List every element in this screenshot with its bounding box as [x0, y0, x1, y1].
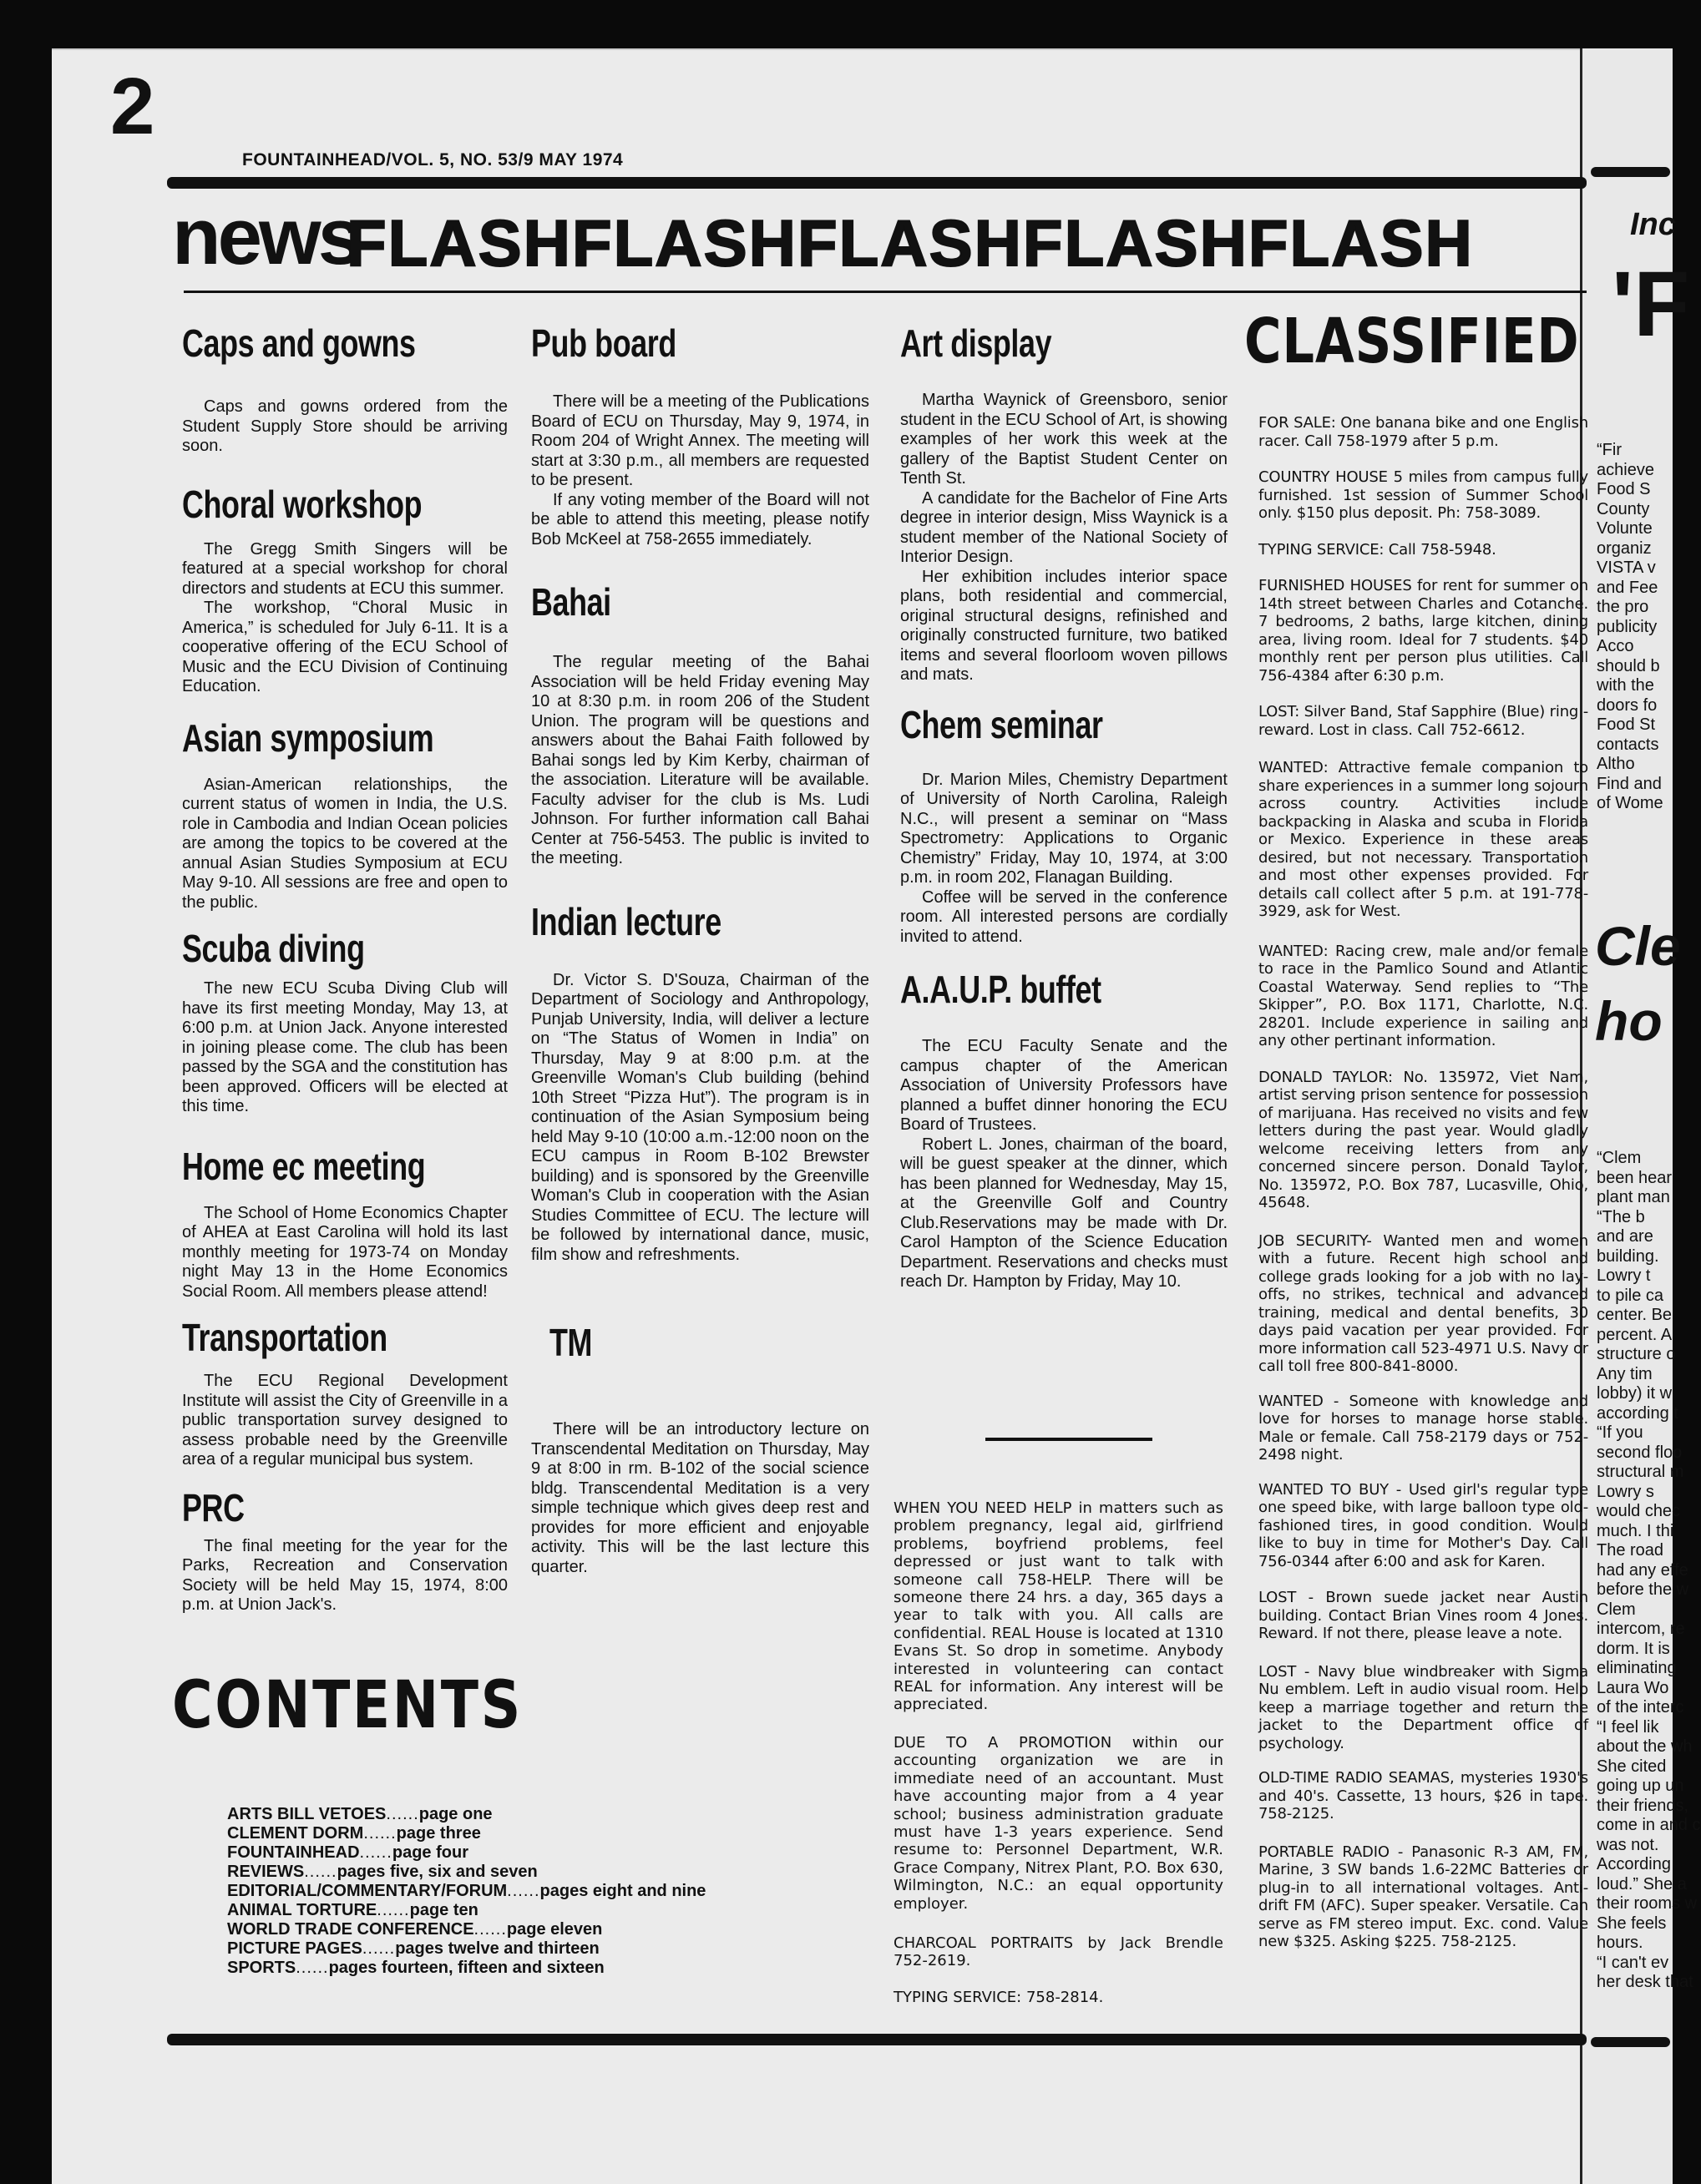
next-page-line: with the: [1597, 676, 1654, 695]
next-page-text-top: [1597, 441, 1663, 814]
article-choral-workshop-p1: The Gregg Smith Singers will be featured at a special workshop for choral directors and students at ECU this summer.: [182, 539, 508, 598]
classified-ad: LOST - Brown suede jacket near Austin building. Contact Brian Vines room 4 Jones. Reward. If not there, please leave a note.: [1258, 1589, 1588, 1642]
next-page-line: Acco: [1597, 637, 1634, 655]
contents-item-page: pages eight and nine: [539, 1882, 706, 1900]
headline-asian-symposium: Asian symposium: [182, 715, 434, 760]
article-choral-workshop-p2: The workshop, “Choral Music in America,” is scheduled for July 6-11. It is a cooperative offering of the ECU School of Music and the ECU Division of Continuing Education.: [182, 599, 508, 695]
next-page-line: should b: [1597, 656, 1660, 675]
contents-item: [227, 1824, 706, 1843]
next-page-line: according t: [1597, 1403, 1678, 1423]
contents-item-leader: ......: [386, 1805, 419, 1823]
contents-item: [227, 1939, 706, 1959]
next-page-line: organiz: [1597, 538, 1652, 558]
news-column-2: [531, 321, 869, 1577]
next-page-line: loud.” She a: [1597, 1874, 1687, 1893]
masthead-flash: FLASHFLASHFLASHFLASHFLASH: [347, 206, 1474, 280]
next-page-line: intercom, re: [1597, 1620, 1685, 1638]
section-divider: [985, 1438, 1152, 1441]
next-page-line: According: [1597, 1855, 1671, 1873]
contents-item-name: CLEMENT DORM: [227, 1824, 364, 1843]
classified-column: [1258, 396, 1588, 2032]
next-page-line: structure o: [1597, 1345, 1676, 1363]
folio-line: FOUNTAINHEAD/VOL. 5, NO. 53/9 MAY 1974: [242, 150, 624, 169]
next-page-line: Volunte: [1597, 519, 1653, 538]
next-page-line: She cited: [1597, 1757, 1667, 1776]
contents-item-page: page four: [392, 1843, 468, 1862]
next-page-line: and are: [1597, 1227, 1653, 1246]
next-page-rule-top: [1591, 167, 1670, 177]
headline-scuba-diving: Scuba diving: [182, 927, 365, 970]
next-page-line: and Fee: [1597, 578, 1658, 597]
next-page-line: lobby) it w: [1597, 1384, 1673, 1403]
contents-item: [227, 1805, 706, 1824]
contents-item-name: REVIEWS: [227, 1863, 305, 1881]
contents-item-leader: ......: [473, 1920, 507, 1939]
article-aaup-buffet-p1: The ECU Faculty Senate and the campus chapter of the American Association of University Professors have planned a buffet dinner honoring the ECU Board of Trustees.: [900, 1037, 1228, 1134]
next-page-line: “Clem: [1597, 1149, 1642, 1167]
contents-item-page: page one: [418, 1805, 493, 1823]
news-column-1: [182, 321, 508, 1615]
next-page-line: She feels: [1597, 1914, 1667, 1933]
next-page-line: come in and c: [1597, 1816, 1701, 1834]
contents-item: [227, 1920, 706, 1939]
notice-typing-service: TYPING SERVICE: 758-2814.: [894, 1988, 1104, 2006]
notice-when-you-need-help: WHEN YOU NEED HELP in matters such as problem pregnancy, legal aid, girlfriend problems, boyfriend problems, feel depressed or just want to talk with someone call 758-HELP. There will be someone there 24 hrs. a day, 365 days a year to talk with you. All calls are confidential. REAL House is located at 1310 Evans St. So drop in sometime. Anybody interested in volunteering can contact REAL for information. Any interest will be appreciated.: [894, 1499, 1223, 1714]
next-page-line: Altho: [1597, 755, 1635, 773]
headline-transportation: Transportation: [182, 1316, 387, 1359]
article-asian-symposium: Asian-American relationships, the current status of women in India, the U.S. role in Cambodia and Indian Ocean policies are among the topics to be covered at the annual Asian Studies Symposium at ECU May 9-10. All sessions are free and open to the public.: [182, 775, 508, 912]
next-page-line: County: [1597, 499, 1650, 518]
classified-ad: LOST - Navy blue windbreaker with Sigma Nu emblem. Left in audio visual room. Help keep a marriage together and return the jacket to the Department office of psychology.: [1258, 1662, 1588, 1752]
article-prc: The final meeting for the year for the Parks, Recreation and Conservation Society will be held May 15, 1974, 8:00 p.m. at Union Jack's.: [182, 1536, 508, 1614]
next-page-line: her desk that: [1597, 1973, 1693, 1991]
contents-item: [227, 1882, 706, 1901]
next-page-line: “Fir: [1597, 441, 1622, 459]
next-page-line: of Wome: [1597, 794, 1663, 812]
headline-prc: PRC: [182, 1485, 245, 1529]
contents-item-page: page eleven: [506, 1920, 603, 1939]
next-page-line: Any tim: [1597, 1364, 1653, 1383]
next-page-line: hours.: [1597, 1934, 1643, 1952]
next-page-line: was not.: [1597, 1835, 1659, 1854]
contents-item-name: PICTURE PAGES: [227, 1939, 362, 1958]
classified-ad: LOST: Silver Band, Staf Sapphire (Blue) ring - reward. Lost in class. Call 752-6612.: [1258, 703, 1588, 739]
headline-caps-and-gowns: Caps and gowns: [182, 321, 416, 365]
headline-home-ec-meeting: Home ec meeting: [182, 1144, 426, 1188]
next-page-line: center. Be: [1597, 1306, 1673, 1324]
contents-list: [227, 1805, 706, 1978]
next-page-line: been hear: [1597, 1168, 1673, 1187]
next-page-line: to pile ca: [1597, 1286, 1664, 1305]
contents-item-name: SPORTS: [227, 1959, 296, 1977]
article-tm: There will be an introductory lecture on Transcendental Meditation on Thursday, May 9 at 8:00 in rm. B-102 of the social science bldg. Transcendental Meditation is a very simple technique which gives deep rest and provides for more efficient and enjoyable activity. This will be the last lecture this quarter.: [531, 1420, 869, 1576]
contents-item-leader: ......: [363, 1824, 397, 1843]
classified-ad: WANTED - Someone with knowledge and love for horses to manage horse stable. Male or female. Call 758-2179 days or 752-2498 night.: [1258, 1392, 1588, 1464]
headline-pub-board: Pub board: [531, 321, 676, 365]
masthead-rule: [184, 291, 1587, 293]
next-page-line: Find and: [1597, 774, 1662, 793]
classified-ad: PORTABLE RADIO - Panasonic R-3 AM, FM, Marine, 3 SW bands 1.6-22MC Batteries or plug-in to all international voltages. Anti-drift FM (AFC). Super speaker. Versatile. Can serve as FM stereo imput. Exc. cond. Value new $325. Asking $225. 758-2125.: [1258, 1843, 1588, 1950]
article-scuba-diving: The new ECU Scuba Diving Club will have its first meeting Monday, May 13, at 6:00 p.m. at Union Jack. Anyone interested in joining please come. The club has been passed by the SGA and the constitution has been approved. Officers will be elected at this time.: [182, 979, 508, 1115]
notice-charcoal-portraits: CHARCOAL PORTRAITS by Jack Brendle 752-2619.: [894, 1934, 1223, 1970]
article-art-display-p3: Her exhibition includes interior space plans, both residential and commercial, original structural designs, refinished and originally constructed furniture, two batiked items and several floorloom woven pillows and mats.: [900, 567, 1228, 684]
headline-bahai: Bahai: [531, 580, 611, 624]
contents-item-name: EDITORIAL/COMMENTARY/FORUM: [227, 1882, 508, 1900]
classified-ad: WANTED: Racing crew, male and/or female to race in the Pamlico Sound and Atlantic Coastal Waterway. Send replies to “The Skipper”, P.O. Box 1171, Charlotte, N.C. 28201. Include experience in sailing and any other pertinant information.: [1258, 942, 1588, 1049]
next-page-line: “The b: [1597, 1207, 1645, 1226]
next-page-line: their friends,: [1597, 1796, 1689, 1815]
article-chem-seminar-p1: Dr. Marion Miles, Chemistry Department of University of North Carolina, Raleigh N.C., will present a seminar on “Mass Spectrometry: Applications to Organic Chemistry” Friday, May 10, 1974, at 3:00 p.m. in room 202, Flanagan Building.: [900, 770, 1228, 887]
next-page-line: “I can't ev: [1597, 1953, 1669, 1972]
headline-aaup-buffet: A.A.U.P. buffet: [900, 968, 1101, 1011]
contents-item-leader: ......: [507, 1882, 540, 1900]
contents-item: [227, 1863, 706, 1882]
contents-item: [227, 1843, 706, 1863]
headline-choral-workshop: Choral workshop: [182, 482, 423, 526]
next-page-line: their rooms w: [1597, 1894, 1698, 1913]
article-transportation: The ECU Regional Development Institute will assist the City of Greenville in a public transportation survey designed to assess probable need by the Greenville area of a regular municipal bus system.: [182, 1372, 508, 1469]
next-page-line: contacts: [1597, 735, 1659, 754]
contents-item-page: pages fourteen, fifteen and sixteen: [328, 1959, 605, 1977]
next-page-line: about the wh: [1597, 1737, 1693, 1756]
contents-item-leader: ......: [304, 1863, 337, 1881]
headline-chem-seminar: Chem seminar: [900, 702, 1103, 746]
next-page-line: building.: [1597, 1246, 1659, 1266]
classified-ad: FOR SALE: One banana bike and one English racer. Call 758-1979 after 5 p.m.: [1258, 414, 1588, 450]
next-page-line: achieve: [1597, 460, 1654, 479]
classified-ad: COUNTRY HOUSE 5 miles from campus fully furnished. 1st session of Summer School only. $150 plus deposit. Ph: 758-3089.: [1258, 468, 1588, 522]
next-page-line: Clem: [1597, 1600, 1636, 1619]
contents-item-leader: ......: [359, 1843, 392, 1862]
contents-item-leader: ......: [377, 1901, 410, 1919]
next-page-headline-2: 'F: [1612, 253, 1690, 356]
next-page-text-bottom: [1597, 1149, 1701, 1993]
next-page-headline-1: Inc: [1630, 207, 1676, 242]
next-page-rule-bottom: [1591, 2037, 1670, 2047]
next-page-line: plant man: [1597, 1188, 1670, 1206]
article-aaup-buffet-p2: Robert L. Jones, chairman of the board, will be guest speaker at the dinner, which has been planned for Wednesday, May 15, at the Greenville Golf and Country Club.Reservations may be made with Dr. Carol Hampton of the Science Education Department. Reservations and checks must reach Dr. Hampton by Friday, May 10.: [900, 1135, 1228, 1291]
next-page-line: Food St: [1597, 715, 1656, 734]
article-art-display-p2: A candidate for the Bachelor of Fine Arts degree in interior design, Miss Waynick is a student member of the National Society of Interior Design.: [900, 488, 1228, 566]
classified-ad: DONALD TAYLOR: No. 135972, Viet Nam, artist serving prison sentence for possession of marijuana. Has received no visits and few letters during the past year. Would gladly welcome receiving letters from any concerned sincere person. Donald Taylor, No. 135972, P.O. Box 787, Lucasville, Ohio, 45648.: [1258, 1068, 1588, 1211]
next-page-line: Lowry s: [1597, 1482, 1654, 1501]
header-rule: [167, 177, 1587, 189]
next-page-line: “If you: [1597, 1423, 1643, 1442]
contents-item: [227, 1959, 706, 1978]
classified-ad: TYPING SERVICE: Call 758-5948.: [1258, 540, 1496, 559]
next-page-line: much. I thi: [1597, 1521, 1674, 1540]
contents-item-leader: ......: [296, 1959, 329, 1977]
next-page-line: eliminating: [1597, 1659, 1677, 1677]
contents-item-name: FOUNTAINHEAD: [227, 1843, 360, 1862]
footer-rule: [167, 2034, 1587, 2045]
next-page-line: dorm. It is: [1597, 1639, 1670, 1658]
classified-ad: OLD-TIME RADIO SEAMAS, mysteries 1930's and 40's. Cassette, 13 hours, $26 in tape. 758-2125.: [1258, 1769, 1588, 1823]
next-page-headline-3: Cle: [1595, 915, 1681, 977]
next-page-line: percent. A: [1597, 1325, 1673, 1344]
classified-title: CLASSIFIED: [1244, 306, 1580, 377]
article-art-display-p1: Martha Waynick of Greensboro, senior student in the ECU School of Art, is showing examples of her work this week at the gallery of the Baptist Student Center on Tenth St.: [900, 391, 1228, 488]
article-indian-lecture: Dr. Victor S. D'Souza, Chairman of the Department of Sociology and Anthropology, Punjab University, India, will deliver a lecture on “The Status of Women in India” on Thursday, May 9 at 8:00 p.m. at the Greenville Woman's Club building (behind 10th Street “Pizza Hut”). The program is in continuation of the Asian Symposium being held May 9-10 (10:00 a.m.-12:00 noon on the ECU campus in Room B-102 Brewster building) and is sponsored by the Greenville Woman's Club in cooperation with the Asian Studies Committee of ECU. The lecture will be followed by international dance, music, film show and refreshments.: [531, 970, 869, 1264]
page-number: 2: [110, 62, 155, 151]
next-page-line: Laura Wo: [1597, 1678, 1669, 1697]
contents-title: CONTENTS: [172, 1668, 523, 1743]
next-page-line: VISTA v: [1597, 559, 1656, 577]
next-page-line: Lowry t: [1597, 1266, 1651, 1285]
notice-column: [894, 1499, 1223, 2006]
contents-item-name: WORLD TRADE CONFERENCE: [227, 1920, 474, 1939]
next-page-line: Food S: [1597, 480, 1651, 498]
article-caps-and-gowns: Caps and gowns ordered from the Student Supply Store should be arriving soon.: [182, 397, 508, 455]
next-page-line: structural m: [1597, 1463, 1684, 1481]
headline-tm: TM: [549, 1321, 593, 1364]
next-page-line: would chec: [1597, 1502, 1681, 1520]
next-page-line: “I feel lik: [1597, 1717, 1659, 1737]
masthead-news: news: [172, 192, 360, 281]
headline-indian-lecture: Indian lecture: [531, 899, 721, 943]
classified-ad: JOB SECURITY- Wanted men and women with a future. Recent high school and college grads looking for a job with no lay-offs, no strikes, technical and advanced training, medical and dental benefits, 30 days paid vacation per year provided. For more information call 523-4971 U.S. Navy or call toll free 800-841-8000.: [1258, 1231, 1588, 1375]
article-pub-board-p2: If any voting member of the Board will not be able to attend this meeting, please notify Bob McKeel at 758-2655 immediately.: [531, 490, 869, 549]
article-home-ec-meeting: The School of Home Economics Chapter of AHEA at East Carolina will hold its last monthly meeting for 1973-74 on Monday night May 13 in the Home Economics Social Room. All members please attend!: [182, 1203, 508, 1301]
contents-item-page: page three: [396, 1824, 481, 1843]
next-page-line: the pro: [1597, 598, 1649, 616]
classified-ad: WANTED TO BUY - Used girl's regular type one speed bike, with large balloon type old-fashioned tires, in good condition. Would like to buy in time for Mother's Day. Call 756-0344 after 6:00 and ask for Karen.: [1258, 1480, 1588, 1570]
news-column-3: [900, 321, 1228, 1292]
article-pub-board-p1: There will be a meeting of the Publications Board of ECU on Thursday, May 9, 1974, in Room 204 of Wright Annex. The meeting will start at 3:30 p.m., all members are requested to be present.: [531, 392, 869, 489]
next-page-line: doors fo: [1597, 695, 1658, 715]
next-page-line: before the w: [1597, 1580, 1689, 1599]
contents-item: [227, 1901, 706, 1920]
contents-item-name: ARTS BILL VETOES: [227, 1805, 387, 1823]
contents-item-leader: ......: [362, 1939, 396, 1958]
contents-item-page: page ten: [409, 1901, 478, 1919]
notice-accountant-promotion: DUE TO A PROMOTION within our accounting organization we are in immediate need of an accountant. Must have accounting major from a 4 year school; business administration graduate must have 1-3 years experience. Send resume to: Personnel Department, W.R. Grace Company, Nitrex Plant, P.O. Box 630, Wilmington, N.C.: an equal opportunity employer.: [894, 1733, 1223, 1913]
headline-art-display: Art display: [900, 321, 1052, 365]
next-page-line: of the interc: [1597, 1698, 1684, 1716]
article-chem-seminar-p2: Coffee will be served in the conference room. All interested persons are cordially invited to attend.: [900, 887, 1228, 946]
classified-ad: WANTED: Attractive female companion to share experiences in a summer long sojourn across country. Activities include backpacking in Alaska and scuba in Florida or Mexico. Experience in these areas desired, but not necessary. Transportation and most other expenses provided. For details call collect after 5 p.m. at 191-778-3929, ask for West.: [1258, 759, 1588, 920]
contents-item-page: pages twelve and thirteen: [395, 1939, 600, 1958]
contents-item-name: ANIMAL TORTURE: [227, 1901, 377, 1919]
article-bahai: The regular meeting of the Bahai Association will be held Friday evening May 10 at 8:30 p.m. in room 206 of the Student Union. The program will be questions and answers about the Bahai Faith followed by Bahai songs led by Kim Kerby, chairman of the association. Literature will be available. Faculty adviser for the club is Ms. Ludi Johnson. For further information call Bahai Center at 756-5453. The public is invited to the meeting.: [531, 653, 869, 867]
next-page-line: going up un: [1597, 1777, 1684, 1795]
contents-item-page: pages five, six and seven: [337, 1863, 538, 1881]
next-page-headline-4: ho: [1595, 990, 1663, 1052]
next-page-line: publicity: [1597, 617, 1658, 636]
next-page-line: second floo: [1597, 1443, 1683, 1462]
next-page-line: had any effe: [1597, 1560, 1688, 1580]
classified-ad: FURNISHED HOUSES for rent for summer on 14th street between Charles and Cotanche. 7 bedrooms, 2 baths, large kitchen, dining area, living room. Ideal for 7 students. $40 monthly rent per person plus utilities. Call 756-4384 after 6:30 p.m.: [1258, 577, 1588, 685]
next-page-line: The road: [1597, 1541, 1664, 1560]
